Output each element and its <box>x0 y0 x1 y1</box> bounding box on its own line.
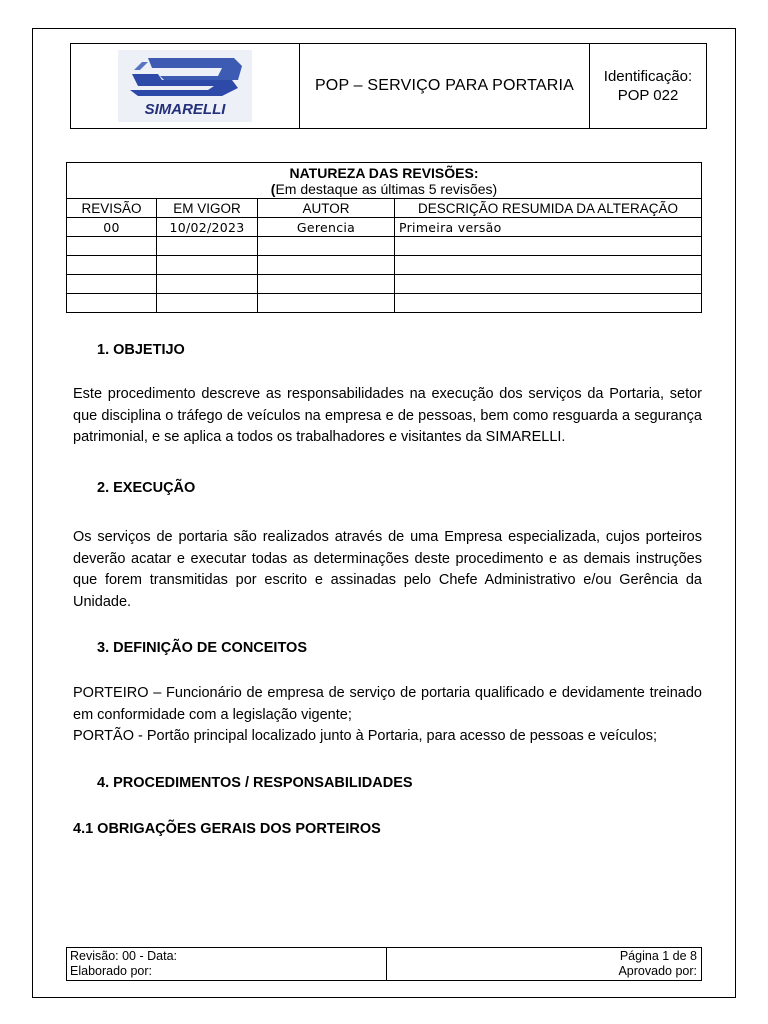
revisions-table <box>66 162 702 313</box>
cell-revisao: 00 <box>67 218 157 237</box>
table-row-empty <box>67 256 702 275</box>
identification-label: Identificação: <box>603 68 693 85</box>
footer-approved-by: Aprovado por: <box>618 964 697 978</box>
cell-descricao: Primeira versão <box>395 218 702 237</box>
section-3-heading: 3. DEFINIÇÃO DE CONCEITOS <box>97 640 308 656</box>
footer-page-number: Página 1 de 8 <box>619 949 697 963</box>
revisions-header-row <box>67 199 702 218</box>
identification-value: POP 022 <box>617 87 679 104</box>
footer-revision: Revisão: 00 - Data: <box>70 949 177 963</box>
document-header <box>70 43 707 129</box>
table-row-empty <box>67 275 702 294</box>
revisions-subtitle <box>67 181 701 197</box>
table-row <box>67 218 702 237</box>
cell-em-vigor: 10/02/2023 <box>157 218 258 237</box>
subtitle-paren: ( <box>270 181 276 197</box>
document-footer <box>66 947 702 981</box>
table-row-empty <box>67 237 702 256</box>
revisions-caption <box>67 163 702 199</box>
section-4-heading: 4. PROCEDIMENTOS / RESPONSABILIDADES <box>97 775 413 791</box>
revisions-caption-row <box>67 163 702 199</box>
footer-right <box>387 948 701 980</box>
section-1-heading: 1. OBJETIJO <box>97 342 185 358</box>
document-title: POP – SERVIÇO PARA PORTARIA <box>300 44 590 128</box>
logo-cell <box>71 44 300 128</box>
definition-portao: PORTÃO - Portão principal localizado junto à Portaria, para acesso de pessoas e veículos; <box>73 728 658 744</box>
logo-text: SIMARELLI <box>144 101 226 118</box>
subtitle-text: Em destaque as últimas 5 revisões) <box>275 181 498 197</box>
col-header-revisao: REVISÃO <box>67 199 157 218</box>
revisions-title: NATUREZA DAS REVISÕES: <box>289 165 479 181</box>
col-header-descricao: DESCRIÇÃO RESUMIDA DA ALTERAÇÃO <box>395 199 702 218</box>
section-3-paragraph <box>73 683 702 748</box>
footer-prepared-by: Elaborado por: <box>70 964 153 978</box>
col-header-em-vigor: EM VIGOR <box>157 199 258 218</box>
simarelli-logo <box>118 50 252 122</box>
section-2-paragraph: Os serviços de portaria são realizados através de uma Empresa especializada, cujos porteiros deverão acatar e executar todas as determinações deste procedimento e as demais instruções que forem transmitidas por escrito e assinadas pelo Chefe Administrativo e/ou Gerência da Unidade. <box>73 529 702 610</box>
cell-autor: Gerencia <box>258 218 395 237</box>
section-4-1-heading: 4.1 OBRIGAÇÕES GERAIS DOS PORTEIROS <box>73 821 381 837</box>
section-1-paragraph: Este procedimento descreve as responsabilidades na execução dos serviços da Portaria, setor que disciplina o tráfego de veículos na empresa e de pessoas, bem como resguarda a segurança patrimonial, e se aplica a todos os trabalhadores e visitantes da SIMARELLI. <box>73 386 702 445</box>
identification-cell <box>590 44 706 128</box>
footer-left <box>67 948 387 980</box>
definition-porteiro: PORTEIRO – Funcionário de empresa de serviço de portaria qualificado e devidamente treinado em conformidade com a legislação vigente; <box>73 685 702 723</box>
section-2-heading: 2. EXECUÇÃO <box>97 480 196 496</box>
col-header-autor: AUTOR <box>258 199 395 218</box>
table-row-empty <box>67 294 702 313</box>
